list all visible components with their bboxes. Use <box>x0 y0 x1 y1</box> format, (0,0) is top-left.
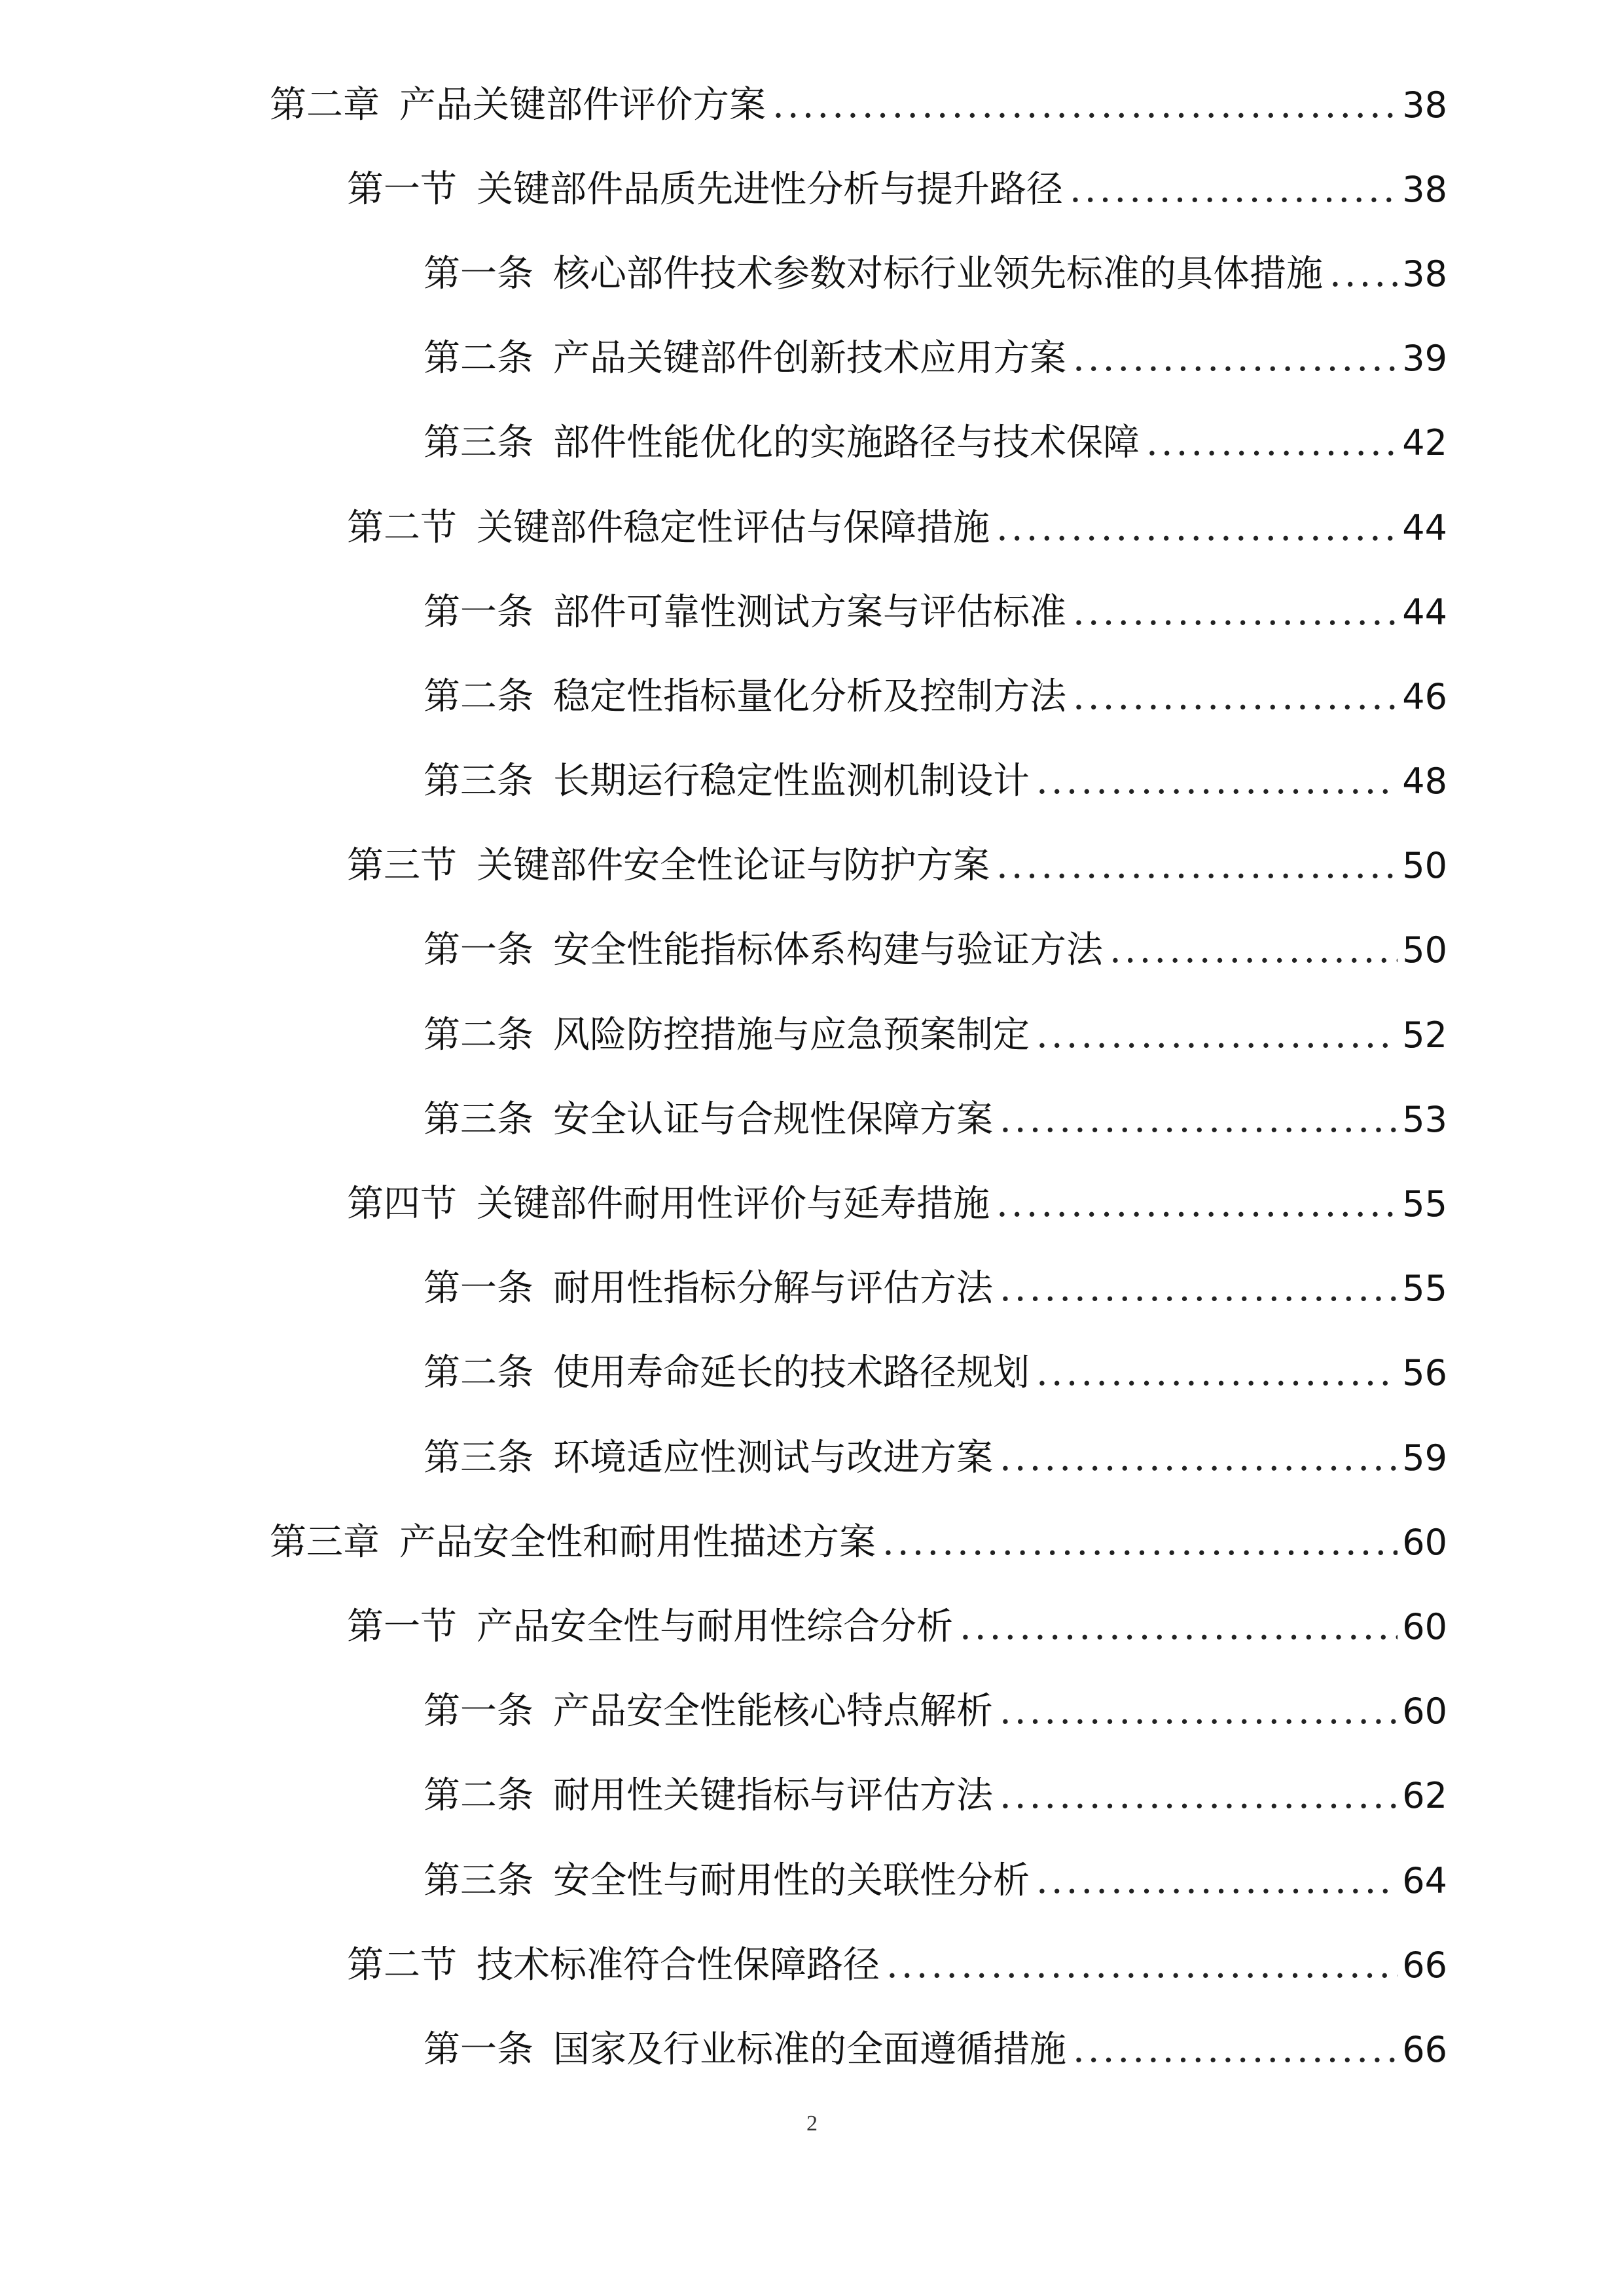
toc-entry-label: 第二条 <box>424 1013 533 1056</box>
dot-leader <box>1000 1691 1398 1732</box>
dot-leader <box>1073 338 1398 380</box>
toc-entry-label: 第三条 <box>424 422 533 465</box>
dot-leader <box>1036 1014 1398 1056</box>
toc-article-entry[interactable] <box>0 1077 1624 1162</box>
toc-entry-page-number: 64 <box>1402 1859 1447 1901</box>
toc-entry-title: 安全认证与合规性保障方案 <box>553 1098 993 1141</box>
toc-article-entry[interactable] <box>0 1247 1624 1331</box>
toc-entry-label: 第三条 <box>424 1859 533 1902</box>
toc-entry-label: 第一条 <box>424 252 533 295</box>
toc-entry-title: 关键部件安全性论证与防护方案 <box>477 844 990 888</box>
toc-entry-title: 技术标准符合性保障路径 <box>477 1943 880 1986</box>
toc-entry-label: 第一节 <box>347 1605 457 1648</box>
toc-entry-page-number: 59 <box>1402 1437 1447 1479</box>
dot-leader <box>1073 592 1398 634</box>
toc-entry-page-number: 52 <box>1402 1014 1447 1056</box>
toc-entry-title: 部件可靠性测试方案与评估标准 <box>553 590 1066 634</box>
toc-entry-page-number: 38 <box>1402 168 1447 210</box>
toc-article-entry[interactable] <box>0 401 1624 486</box>
dot-leader <box>886 1945 1398 1986</box>
toc-entry-title: 产品关键部件创新技术应用方案 <box>553 337 1066 380</box>
toc-entry-page-number: 66 <box>1402 1944 1447 1986</box>
toc-entry-page-number: 39 <box>1402 338 1447 380</box>
toc-entry-title: 风险防控措施与应急预案制定 <box>553 1013 1030 1056</box>
dot-leader <box>1000 1437 1398 1479</box>
dot-leader <box>1000 1099 1398 1141</box>
toc-entry-title: 关键部件稳定性评估与保障措施 <box>477 506 990 549</box>
toc-entry-title: 安全性与耐用性的关联性分析 <box>553 1859 1030 1902</box>
toc-entry-page-number: 38 <box>1402 253 1447 295</box>
toc-section-entry[interactable] <box>0 824 1624 908</box>
toc-entry-title: 关键部件品质先进性分析与提升路径 <box>477 168 1063 211</box>
toc-article-entry[interactable] <box>0 570 1624 655</box>
dot-leader <box>1036 1860 1398 1902</box>
toc-entry-page-number: 38 <box>1402 84 1447 126</box>
toc-entry-page-number: 48 <box>1402 761 1447 802</box>
table-of-contents <box>0 63 1624 2092</box>
toc-entry-page-number: 55 <box>1402 1183 1447 1225</box>
dot-leader <box>1329 253 1398 295</box>
toc-entry-title: 关键部件耐用性评价与延寿措施 <box>477 1183 990 1226</box>
toc-entry-label: 第二条 <box>424 337 533 380</box>
toc-entry-title: 耐用性关键指标与评估方法 <box>553 1774 993 1818</box>
toc-entry-title: 产品关键部件评价方案 <box>399 83 766 126</box>
dot-leader <box>1036 1352 1398 1394</box>
toc-entry-label: 第三条 <box>424 1098 533 1141</box>
toc-article-entry[interactable] <box>0 1331 1624 1416</box>
toc-entry-page-number: 60 <box>1402 1605 1447 1647</box>
toc-entry-page-number: 55 <box>1402 1268 1447 1310</box>
toc-entry-label: 第二章 <box>270 83 380 126</box>
toc-entry-label: 第二节 <box>347 1943 457 1986</box>
toc-entry-label: 第一条 <box>424 2028 533 2071</box>
toc-section-entry[interactable] <box>0 1162 1624 1246</box>
toc-article-entry[interactable] <box>0 1754 1624 1839</box>
toc-entry-title: 环境适应性测试与改进方案 <box>553 1436 993 1479</box>
toc-article-entry[interactable] <box>0 1839 1624 1923</box>
toc-entry-page-number: 56 <box>1402 1352 1447 1394</box>
dot-leader <box>882 1522 1398 1564</box>
toc-article-entry[interactable] <box>0 1670 1624 1754</box>
toc-entry-page-number: 50 <box>1402 929 1447 971</box>
toc-entry-label: 第三条 <box>424 1436 533 1479</box>
toc-section-entry[interactable] <box>0 147 1624 232</box>
toc-entry-page-number: 42 <box>1402 422 1447 464</box>
toc-entry-title: 产品安全性能核心特点解析 <box>553 1690 993 1733</box>
dot-leader <box>1110 929 1398 971</box>
dot-leader <box>1036 761 1398 802</box>
toc-entry-page-number: 44 <box>1402 591 1447 633</box>
toc-entry-label: 第一节 <box>347 168 457 211</box>
toc-article-entry[interactable] <box>0 317 1624 401</box>
toc-entry-label: 第二条 <box>424 675 533 718</box>
dot-leader <box>1073 676 1398 718</box>
toc-chapter-entry[interactable] <box>0 1500 1624 1585</box>
toc-entry-page-number: 50 <box>1402 845 1447 887</box>
dot-leader <box>1000 1775 1398 1817</box>
toc-entry-page-number: 46 <box>1402 675 1447 717</box>
toc-entry-title: 耐用性指标分解与评估方法 <box>553 1267 993 1310</box>
toc-entry-label: 第二条 <box>424 1352 533 1395</box>
toc-section-entry[interactable] <box>0 486 1624 570</box>
toc-entry-title: 稳定性指标量化分析及控制方法 <box>553 675 1066 718</box>
toc-article-entry[interactable] <box>0 908 1624 993</box>
toc-entry-label: 第一条 <box>424 929 533 972</box>
toc-section-entry[interactable] <box>0 1923 1624 2007</box>
toc-entry-label: 第一条 <box>424 1690 533 1733</box>
toc-entry-title: 使用寿命延长的技术路径规划 <box>553 1352 1030 1395</box>
toc-entry-label: 第三条 <box>424 760 533 803</box>
toc-entry-page-number: 62 <box>1402 1775 1447 1817</box>
toc-chapter-entry[interactable] <box>0 63 1624 147</box>
page-number: 2 <box>806 2111 818 2136</box>
toc-entry-label: 第一条 <box>424 590 533 634</box>
toc-entry-label: 第三节 <box>347 844 457 888</box>
toc-entry-label: 第二节 <box>347 506 457 549</box>
toc-entry-label: 第一条 <box>424 1267 533 1310</box>
dot-leader <box>1070 169 1398 211</box>
dot-leader <box>960 1606 1398 1648</box>
dot-leader <box>1000 1268 1398 1310</box>
dot-leader <box>996 507 1398 549</box>
toc-article-entry[interactable] <box>0 993 1624 1077</box>
toc-entry-title: 长期运行稳定性监测机制设计 <box>553 760 1030 803</box>
dot-leader <box>996 1183 1398 1225</box>
toc-entry-title: 部件性能优化的实施路径与技术保障 <box>553 422 1140 465</box>
toc-entry-title: 核心部件技术参数对标行业领先标准的具体措施 <box>553 252 1323 295</box>
dot-leader <box>1073 2029 1398 2071</box>
toc-article-entry[interactable] <box>0 740 1624 824</box>
dot-leader <box>772 84 1398 126</box>
toc-entry-page-number: 44 <box>1402 507 1447 548</box>
toc-article-entry[interactable] <box>0 232 1624 316</box>
toc-entry-page-number: 66 <box>1402 2028 1447 2070</box>
toc-entry-page-number: 53 <box>1402 1098 1447 1140</box>
toc-entry-label: 第二条 <box>424 1774 533 1818</box>
toc-article-entry[interactable] <box>0 655 1624 739</box>
toc-article-entry[interactable] <box>0 1416 1624 1500</box>
toc-entry-title: 安全性能指标体系构建与验证方法 <box>553 929 1103 972</box>
toc-entry-page-number: 60 <box>1402 1521 1447 1563</box>
toc-section-entry[interactable] <box>0 1585 1624 1669</box>
dot-leader <box>1146 422 1398 464</box>
toc-article-entry[interactable] <box>0 2007 1624 2092</box>
toc-entry-page-number: 60 <box>1402 1691 1447 1732</box>
toc-entry-label: 第四节 <box>347 1183 457 1226</box>
toc-entry-title: 产品安全性和耐用性描述方案 <box>399 1520 876 1564</box>
dot-leader <box>996 845 1398 887</box>
toc-entry-title: 国家及行业标准的全面遵循措施 <box>553 2028 1066 2071</box>
toc-entry-label: 第三章 <box>270 1520 380 1564</box>
toc-entry-title: 产品安全性与耐用性综合分析 <box>477 1605 953 1648</box>
